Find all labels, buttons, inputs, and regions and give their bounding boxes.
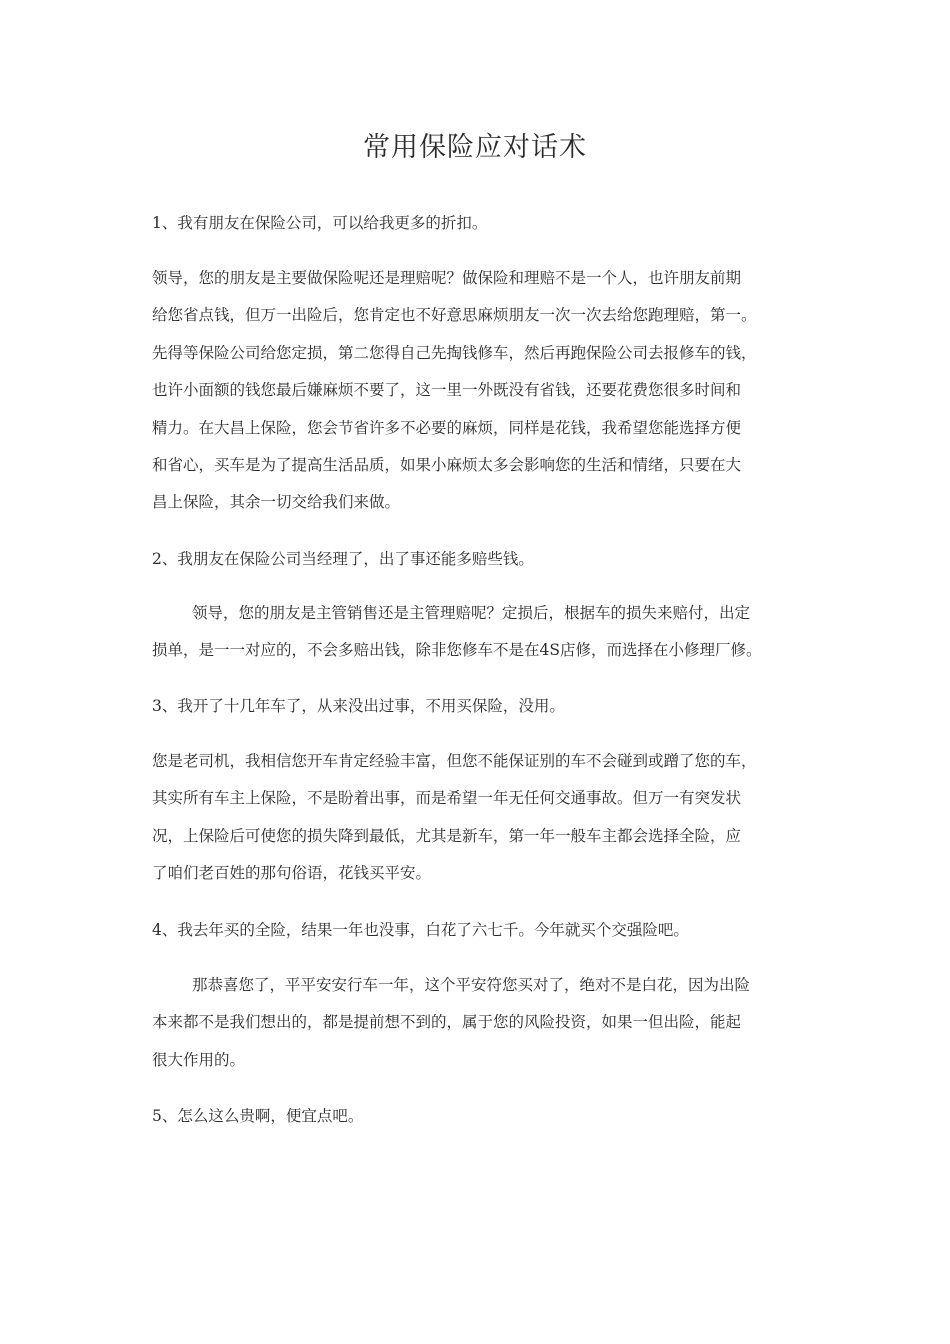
answer-line: 况，上保险后可使您的损失降到最低，尤其是新车，第一年一般车主都会选择全险，应	[152, 826, 742, 845]
answer-4	[152, 967, 802, 1079]
answer-line: 先得等保险公司给您定损，第二您得自己先掏钱修车，然后再跑保险公司去报修车的钱，	[152, 343, 757, 362]
answer-line: 了咱们老百姓的那句俗语，花钱买平安。	[152, 864, 432, 883]
answer-line: 损单，是一一对应的，不会多赔出钱，除非您修车不是在4S店修，而选择在小修理厂修。	[152, 641, 762, 660]
question-2: 2、我朋友在保险公司当经理了，出了事还能多赔些钱。	[152, 550, 534, 568]
page-title: 常用保险应对话术	[363, 132, 587, 163]
question-1: 1、我有朋友在保险公司，可以给我更多的折扣。	[152, 214, 488, 232]
answer-3	[152, 743, 802, 893]
question-5: 5、怎么这么贵啊，便宜点吧。	[152, 1107, 364, 1125]
answer-line: 领导，您的朋友是主管销售还是主管理赔呢？定损后，根据车的损失来赔付，出定	[192, 604, 751, 622]
answer-line: 本来都不是我们想出的，都是提前想不到的，属于您的风险投资，如果一但出险，能起	[152, 1013, 742, 1032]
question-3: 3、我开了十几年车了，从来没出过事，不用买保险，没用。	[152, 697, 565, 715]
answer-line: 也许小面额的钱您最后嫌麻烦不要了，这一里一外既没有省钱，还要花费您很多时间和	[152, 381, 742, 400]
answer-line: 精力。在大昌上保险，您会节省许多不必要的麻烦，同样是花钱，我希望您能选择方便	[152, 418, 742, 437]
answer-line: 昌上保险，其余一切交给我们来做。	[152, 493, 401, 512]
answer-1	[152, 260, 802, 522]
answer-line: 给您省点钱，但万一出险后，您肯定也不好意思麻烦朋友一次一次去给您跑理赔，第一。	[152, 306, 757, 325]
question-4: 4、我去年买的全险，结果一年也没事，白花了六七千。今年就买个交强险吧。	[152, 921, 689, 939]
answer-line: 很大作用的。	[152, 1050, 246, 1069]
answer-line: 您是老司机，我相信您开车肯定经验丰富，但您不能保证别的车不会碰到或蹭了您的车，	[152, 752, 757, 770]
answer-line: 领导，您的朋友是主要做保险呢还是理赔呢？做保险和理赔不是一个人，也许朋友前期	[152, 269, 742, 287]
answer-line: 那恭喜您了，平平安安行车一年，这个平安符您买对了，绝对不是白花，因为出险	[192, 976, 751, 994]
answer-2	[152, 595, 802, 670]
answer-line: 其实所有车主上保险，不是盼着出事，而是希望一年无任何交通事故。但万一有突发状	[152, 789, 742, 808]
answer-line: 和省心，买车是为了提高生活品质，如果小麻烦太多会影响您的生活和情绪，只要在大	[152, 456, 742, 475]
